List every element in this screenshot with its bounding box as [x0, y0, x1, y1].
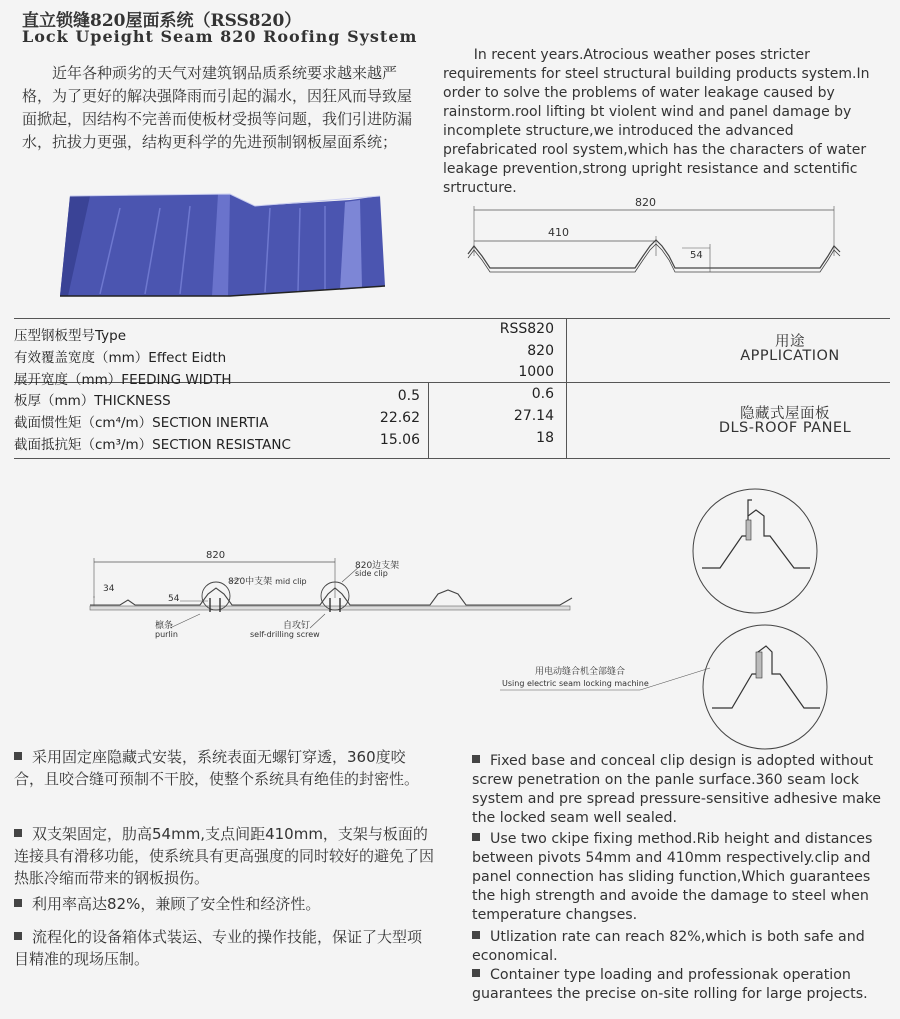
bullet-square-icon — [14, 752, 22, 760]
use-en: DLS-ROOF PANEL — [718, 420, 852, 436]
spec-table — [0, 318, 890, 458]
spec-row-inertia: 截面惯性矩（cm⁴/m）SECTION INERTIA — [14, 415, 269, 431]
application-en: APPLICATION — [740, 348, 840, 364]
spec-value-feeding: 1000 — [518, 364, 554, 380]
spec-row-width: 有效覆盖宽度（mm）Effect Eidth — [14, 350, 227, 366]
spec-row-feeding: 展开宽度（mm）FEEDING WIDTH — [14, 372, 232, 388]
feature-cn-3 — [14, 893, 434, 915]
side-clip-cn: 820边支架 — [355, 561, 400, 571]
profile-dim-half: 410 — [548, 226, 569, 239]
bullet-square-icon — [14, 932, 22, 940]
feature-cn-1-text: 采用固定座隐藏式安装，系统表面无螺钉穿透，360度咬合，且咬合缝可预制不干胶，使整个系统具有绝佳的封密性。 — [14, 748, 420, 788]
mid-clip-cn: 820中支架 — [228, 577, 273, 587]
bullet-square-icon — [472, 969, 480, 977]
spec-value-resist-1: 15.06 — [379, 432, 420, 448]
feature-cn-1 — [14, 746, 434, 790]
feature-en-2 — [472, 830, 890, 925]
bullet-square-icon — [472, 931, 480, 939]
feature-cn-2 — [14, 823, 434, 889]
feature-en-1-text: Fixed base and conceal clip design is adopted without screw penetration on the panle surface.360 seam lock system and pre spread pressure-sensitive adhesive make the locked seam well sealed. — [472, 753, 881, 826]
side-clip-en: side clip — [355, 569, 388, 578]
mid-clip-en: mid clip — [275, 577, 307, 586]
profile-dim-height: 54 — [690, 250, 703, 261]
use-cn: 隐藏式屋面板 — [740, 406, 830, 422]
feature-en-3-text: Utlization rate can reach 82%,which is both safe and economical. — [472, 929, 865, 964]
screw-en: self-drilling screw — [250, 630, 320, 639]
title-cn: 直立锁缝820屋面系统（RSS820） — [22, 11, 302, 31]
install-dim-34: 34 — [103, 584, 115, 594]
spec-value-type: RSS820 — [499, 321, 554, 337]
spec-row-resist: 截面抵抗矩（cm³/m）SECTION RESISTANC — [14, 437, 291, 453]
feature-en-1 — [472, 752, 890, 828]
feature-cn-4-text: 流程化的设备箱体式装运、专业的操作技能，保证了大型项目精准的现场压制。 — [14, 928, 423, 968]
spec-row-type: 压型钢板型号Type — [14, 328, 127, 344]
bullet-square-icon — [14, 829, 22, 837]
bullet-square-icon — [472, 833, 480, 841]
feature-en-2-text: Use two ckipe fixing method.Rib height and distances between pivots 54mm and 410mm respectively.clip and panel connection has sliding function,Which guarantees the high strength and avoide the damage to steel when temperature changses. — [472, 831, 873, 923]
spec-value-thickness-2: 0.6 — [531, 386, 554, 402]
purlin-cn: 檩条 — [155, 621, 174, 631]
purlin-en: purlin — [155, 630, 178, 639]
spec-value-thickness-1: 0.5 — [397, 388, 420, 404]
spec-value-width: 820 — [527, 343, 554, 359]
feature-en-3 — [472, 928, 890, 966]
machine-cn: 用电动缝合机全部缝合 — [535, 667, 626, 677]
feature-en-4 — [472, 966, 890, 1004]
machine-en: Using electric seam locking machine — [502, 679, 649, 688]
spec-value-inertia-2: 27.14 — [513, 408, 554, 424]
screw-cn: 自攻钉 — [283, 621, 311, 631]
spec-value-resist-2: 18 — [536, 430, 554, 446]
application-cn: 用途 — [775, 334, 805, 350]
roof-panel-illustration — [40, 188, 400, 300]
intro-en: In recent years.Atrocious weather poses stricter requirements for steel structural building products system.In order to solve the problems of water leakage caused by rainstorm.rool lifting bt violent wind and panel damage by incomplete structure,we introduced the advanced prefabricated rool system,which has the characters of water leakage prevention,strong upright resistance and sctentific srtructure. — [443, 47, 870, 196]
feature-en-4-text: Container type loading and professionak operation guarantees the precise on-site rolling for large projects. — [472, 967, 868, 1002]
install-dim-54: 54 — [168, 594, 180, 604]
spec-value-inertia-1: 22.62 — [379, 410, 420, 426]
feature-cn-2-text: 双支架固定，肋高54mm,支点间距410mm，支架与板面的连接具有滑移功能，使系统具有更高强度的同时较好的避免了因热胀冷缩而带来的钢板损伤。 — [14, 825, 435, 887]
intro-cn: 近年各种顽劣的天气对建筑钢品质系统要求越来越严格，为了更好的解决强降雨而引起的漏水，因狂风而导致屋面掀起，因结构不完善而使板材受损等问题，我们引进防漏水，抗拔力更强，结构更科学的先进预制钢板屋面系统； — [22, 64, 413, 151]
seam-detail-before — [690, 486, 820, 616]
bullet-square-icon — [14, 899, 22, 907]
seam-detail-after — [700, 622, 830, 752]
install-width: 820 — [206, 550, 226, 561]
mid-clip-label — [228, 574, 307, 587]
feature-cn-3-text: 利用率高达82%，兼顾了安全性和经济性。 — [32, 895, 321, 913]
feature-cn-4 — [14, 926, 434, 970]
bullet-square-icon — [472, 755, 480, 763]
title-en: Lock Upeight Seam 820 Roofing System — [22, 27, 418, 46]
spec-row-thickness: 板厚（mm）THICKNESS — [14, 393, 171, 409]
profile-dim-total: 820 — [635, 196, 656, 209]
